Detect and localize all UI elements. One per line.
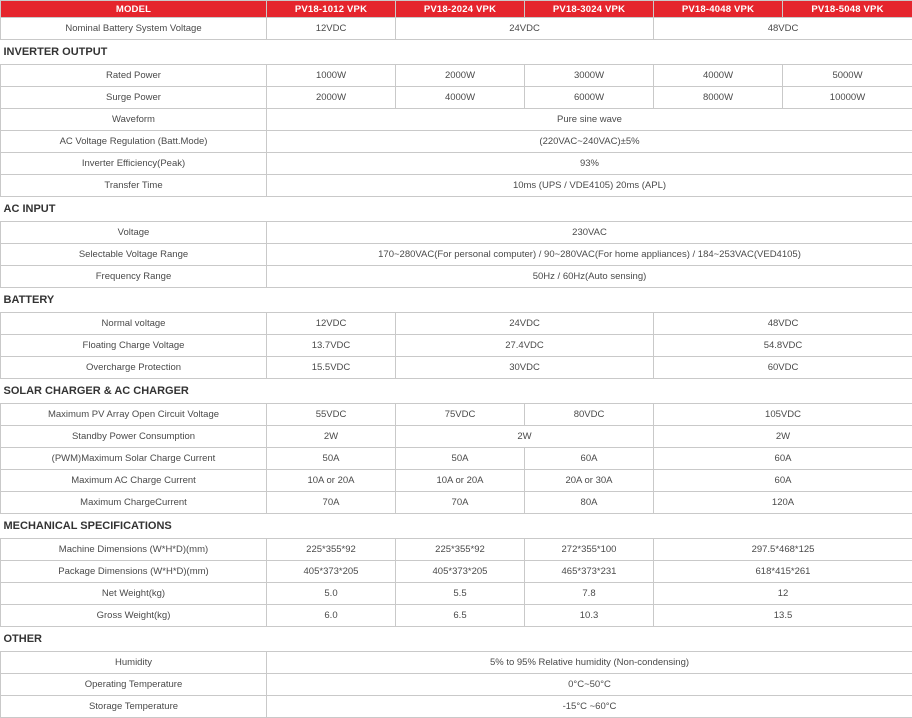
cell-value: 10.3: [525, 605, 654, 627]
cell-value: 13.5: [654, 605, 912, 627]
row-rated-power: [1, 65, 912, 87]
row-label: Overcharge Protection: [1, 357, 267, 379]
cell-value: 2W: [654, 426, 912, 448]
section-title: OTHER: [1, 627, 912, 652]
row-ac-voltage: [1, 222, 912, 244]
cell-value: 10ms (UPS / VDE4105) 20ms (APL): [267, 175, 912, 197]
section-mechanical: [1, 514, 912, 539]
cell-value: 80VDC: [525, 404, 654, 426]
row-pwm-current: [1, 448, 912, 470]
row-label: Operating Temperature: [1, 674, 267, 696]
cell-value: 10000W: [783, 87, 912, 109]
row-label: Frequency Range: [1, 266, 267, 288]
row-label: Inverter Efficiency(Peak): [1, 153, 267, 175]
row-label: Humidity: [1, 652, 267, 674]
cell-value: 60VDC: [654, 357, 912, 379]
section-ac-input: [1, 197, 912, 222]
row-gross-weight: [1, 605, 912, 627]
cell-value: 50A: [267, 448, 396, 470]
row-label: Maximum AC Charge Current: [1, 470, 267, 492]
section-title: AC INPUT: [1, 197, 912, 222]
cell-value: 2000W: [267, 87, 396, 109]
row-transfer-time: [1, 175, 912, 197]
row-selectable-range: [1, 244, 912, 266]
cell-value: 272*355*100: [525, 539, 654, 561]
cell-value: 0°C~50°C: [267, 674, 912, 696]
row-nominal-voltage: [1, 18, 912, 40]
cell-value: 20A or 30A: [525, 470, 654, 492]
cell-value: 60A: [654, 448, 912, 470]
cell-value: 4000W: [396, 87, 525, 109]
cell-value: 8000W: [654, 87, 783, 109]
cell-value: 405*373*205: [267, 561, 396, 583]
row-ac-charge: [1, 470, 912, 492]
row-label: Net Weight(kg): [1, 583, 267, 605]
cell-value: 80A: [525, 492, 654, 514]
row-label: Maximum PV Array Open Circuit Voltage: [1, 404, 267, 426]
row-floating-charge: [1, 335, 912, 357]
row-label: Gross Weight(kg): [1, 605, 267, 627]
model-header-3: PV18-3024 VPK: [525, 1, 654, 18]
section-solar-charger: [1, 379, 912, 404]
section-title: BATTERY: [1, 288, 912, 313]
row-label: Normal voltage: [1, 313, 267, 335]
cell-value: 50Hz / 60Hz(Auto sensing): [267, 266, 912, 288]
row-label: Standby Power Consumption: [1, 426, 267, 448]
cell-value: 48VDC: [654, 18, 912, 40]
model-header-4: PV18-4048 VPK: [654, 1, 783, 18]
section-battery: [1, 288, 912, 313]
section-other: [1, 627, 912, 652]
cell-value: 70A: [396, 492, 525, 514]
model-header-5: PV18-5048 VPK: [783, 1, 912, 18]
cell-value: 12: [654, 583, 912, 605]
cell-value: 5% to 95% Relative humidity (Non-condensing): [267, 652, 912, 674]
row-max-charge: [1, 492, 912, 514]
cell-value: 225*355*92: [396, 539, 525, 561]
cell-value: Pure sine wave: [267, 109, 912, 131]
section-title: SOLAR CHARGER & AC CHARGER: [1, 379, 912, 404]
cell-value: 2000W: [396, 65, 525, 87]
cell-value: 4000W: [654, 65, 783, 87]
cell-value: 6.5: [396, 605, 525, 627]
cell-value: 170~280VAC(For personal computer) / 90~280VAC(For home appliances) / 184~253VAC(VED4105): [267, 244, 912, 266]
row-humidity: [1, 652, 912, 674]
model-header-2: PV18-2024 VPK: [396, 1, 525, 18]
cell-value: 55VDC: [267, 404, 396, 426]
row-label: Waveform: [1, 109, 267, 131]
cell-value: 5.5: [396, 583, 525, 605]
cell-value: 6000W: [525, 87, 654, 109]
cell-value: 230VAC: [267, 222, 912, 244]
row-frequency: [1, 266, 912, 288]
cell-value: 105VDC: [654, 404, 912, 426]
row-standby: [1, 426, 912, 448]
cell-value: 60A: [525, 448, 654, 470]
cell-value: 618*415*261: [654, 561, 912, 583]
cell-value: 93%: [267, 153, 912, 175]
row-normal-voltage: [1, 313, 912, 335]
cell-value: 10A or 20A: [267, 470, 396, 492]
cell-value: 10A or 20A: [396, 470, 525, 492]
row-label: Machine Dimensions (W*H*D)(mm): [1, 539, 267, 561]
row-label: Package Dimensions (W*H*D)(mm): [1, 561, 267, 583]
cell-value: 12VDC: [267, 18, 396, 40]
cell-value: 405*373*205: [396, 561, 525, 583]
row-label: Transfer Time: [1, 175, 267, 197]
cell-value: 13.7VDC: [267, 335, 396, 357]
model-header: MODEL: [1, 1, 267, 18]
row-label: Maximum ChargeCurrent: [1, 492, 267, 514]
header-row: [1, 1, 912, 18]
section-title: MECHANICAL SPECIFICATIONS: [1, 514, 912, 539]
cell-value: 2W: [267, 426, 396, 448]
row-label: Selectable Voltage Range: [1, 244, 267, 266]
cell-value: 24VDC: [396, 18, 654, 40]
row-machine-dimensions: [1, 539, 912, 561]
row-label: Voltage: [1, 222, 267, 244]
row-surge-power: [1, 87, 912, 109]
row-package-dimensions: [1, 561, 912, 583]
row-label: Floating Charge Voltage: [1, 335, 267, 357]
row-pv-open-circuit: [1, 404, 912, 426]
section-title: INVERTER OUTPUT: [1, 40, 912, 65]
row-label: (PWM)Maximum Solar Charge Current: [1, 448, 267, 470]
cell-value: 75VDC: [396, 404, 525, 426]
cell-value: 465*373*231: [525, 561, 654, 583]
cell-value: 54.8VDC: [654, 335, 912, 357]
row-net-weight: [1, 583, 912, 605]
row-operating-temperature: [1, 674, 912, 696]
cell-value: 70A: [267, 492, 396, 514]
cell-value: 297.5*468*125: [654, 539, 912, 561]
cell-value: 225*355*92: [267, 539, 396, 561]
cell-value: 2W: [396, 426, 654, 448]
cell-value: 15.5VDC: [267, 357, 396, 379]
cell-value: -15°C ~60°C: [267, 696, 912, 718]
cell-value: 5.0: [267, 583, 396, 605]
row-overcharge: [1, 357, 912, 379]
cell-value: 120A: [654, 492, 912, 514]
cell-value: 48VDC: [654, 313, 912, 335]
row-efficiency: [1, 153, 912, 175]
row-label: Surge Power: [1, 87, 267, 109]
cell-value: 5000W: [783, 65, 912, 87]
section-inverter-output: [1, 40, 912, 65]
cell-value: 60A: [654, 470, 912, 492]
cell-value: 6.0: [267, 605, 396, 627]
cell-value: 24VDC: [396, 313, 654, 335]
cell-value: 7.8: [525, 583, 654, 605]
row-storage-temperature: [1, 696, 912, 718]
cell-value: 27.4VDC: [396, 335, 654, 357]
cell-value: 12VDC: [267, 313, 396, 335]
cell-value: (220VAC~240VAC)±5%: [267, 131, 912, 153]
cell-value: 3000W: [525, 65, 654, 87]
cell-value: 30VDC: [396, 357, 654, 379]
row-label: Nominal Battery System Voltage: [1, 18, 267, 40]
row-label: Rated Power: [1, 65, 267, 87]
row-waveform: [1, 109, 912, 131]
row-ac-regulation: [1, 131, 912, 153]
cell-value: 50A: [396, 448, 525, 470]
cell-value: 1000W: [267, 65, 396, 87]
model-header-1: PV18-1012 VPK: [267, 1, 396, 18]
row-label: AC Voltage Regulation (Batt.Mode): [1, 131, 267, 153]
row-label: Storage Temperature: [1, 696, 267, 718]
